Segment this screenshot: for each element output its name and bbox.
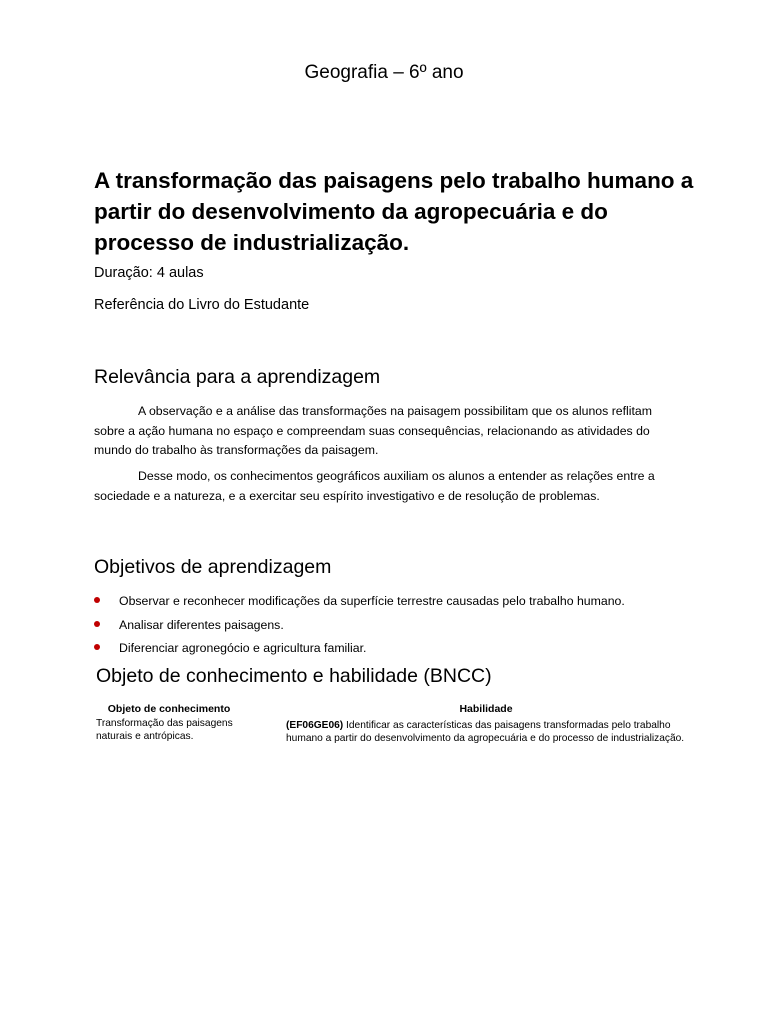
bullet-icon: [94, 644, 100, 650]
objectives-list: [94, 592, 694, 663]
relevance-paragraph-1: [94, 402, 686, 461]
objective-text: Analisar diferentes paisagens.: [119, 617, 284, 632]
relevance-paragraph-1-text: A observação e a análise das transformações na paisagem possibilitam que os alunos reflitam sobre a ação humana no espaço e compreendam suas consequências, relacionando as atividades do mundo do trabalho às transformações da paisagem.: [94, 404, 653, 458]
reference-label: Referência do Livro do Estudante: [94, 297, 310, 313]
subject-header: Geografia – 6º ano: [304, 62, 464, 83]
list-item: [94, 616, 694, 640]
lesson-title: A transformação das paisagens pelo trabalho humano a partir do desenvolvimento da agropecuária e do processo de industrialização.: [94, 168, 694, 255]
knowledge-object-header: Objeto de conhecimento: [107, 703, 231, 715]
skill-code: (EF06GE06): [286, 720, 344, 731]
relevance-heading: Relevância para a aprendizagem: [94, 366, 381, 388]
objective-text: Observar e reconhecer modificações da superfície terrestre causadas pelo trabalho humano.: [119, 594, 625, 608]
objective-text: Diferenciar agronegócio e agricultura familiar.: [119, 641, 367, 655]
bullet-icon: [94, 621, 100, 627]
duration-label: Duração: 4 aulas: [94, 265, 204, 281]
objectives-heading: Objetivos de aprendizagem: [94, 556, 332, 578]
list-item: [94, 639, 694, 663]
bncc-heading: Objeto de conhecimento e habilidade (BNCC): [96, 665, 492, 687]
skill-text: Identificar as características das paisagens transformadas pelo trabalho humano a partir do desenvolvimento da agropecuária e do processo de industrialização.: [286, 720, 685, 744]
relevance-paragraph-2: [94, 467, 686, 506]
knowledge-object-cell: Transformação das paisagens naturais e antrópicas.: [96, 718, 233, 742]
list-item: [94, 592, 694, 616]
skill-header: Habilidade: [459, 703, 513, 715]
skill-cell: [286, 720, 686, 745]
relevance-paragraph-2-text: Desse modo, os conhecimentos geográficos auxiliam os alunos a entender as relações entre a sociedade e a natureza, e a exercitar seu espírito investigativo e de resolução de problemas.: [94, 469, 655, 503]
bullet-icon: [94, 597, 100, 603]
